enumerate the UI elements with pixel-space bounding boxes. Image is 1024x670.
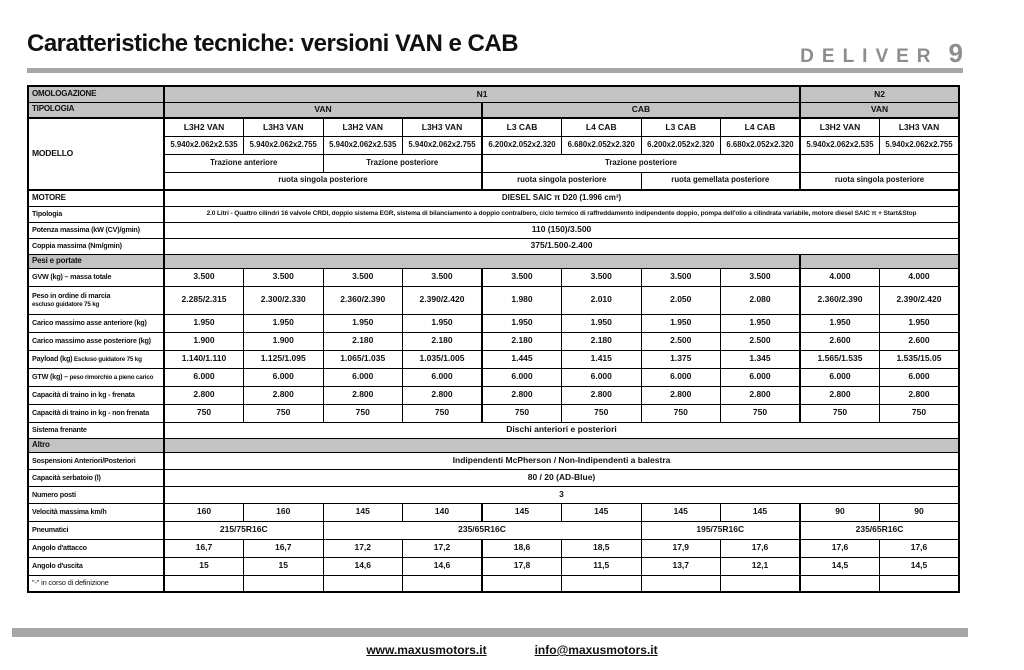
spec-cell: L3H3 VAN bbox=[880, 118, 960, 136]
spec-cell: 1.950 bbox=[164, 314, 244, 332]
logo-nine-text: 9 bbox=[948, 38, 963, 68]
spec-cell: ruota singola posteriore bbox=[482, 172, 641, 190]
spec-row bbox=[28, 102, 959, 118]
spec-row bbox=[28, 136, 959, 154]
spec-row bbox=[28, 118, 959, 136]
spec-cell: 1.900 bbox=[164, 332, 244, 350]
spec-cell: 1.535/15.05 bbox=[880, 350, 960, 368]
spec-cell: 17,2 bbox=[403, 539, 483, 557]
spec-row bbox=[28, 154, 959, 172]
spec-cell: 140 bbox=[403, 503, 483, 521]
spec-cell: VAN bbox=[800, 102, 959, 118]
row-label: MODELLO bbox=[28, 118, 164, 190]
spec-cell: L3 CAB bbox=[641, 118, 721, 136]
spec-cell: 2.390/2.420 bbox=[403, 286, 483, 314]
spec-cell: 160 bbox=[244, 503, 324, 521]
spec-row bbox=[28, 350, 959, 368]
spec-cell: 1.565/1.535 bbox=[800, 350, 880, 368]
website-link[interactable]: www.maxusmotors.it bbox=[366, 643, 487, 657]
spec-cell: N1 bbox=[164, 86, 800, 102]
spec-cell: 145 bbox=[641, 503, 721, 521]
spec-cell: 750 bbox=[403, 404, 483, 422]
spec-cell: 6.000 bbox=[482, 368, 562, 386]
spec-cell: 6.680x2.052x2.320 bbox=[721, 136, 801, 154]
spec-cell: Trazione posteriore bbox=[323, 154, 482, 172]
spec-cell: 750 bbox=[721, 404, 801, 422]
row-label: Carico massimo asse posteriore (kg) bbox=[28, 332, 164, 350]
spec-cell: 235/65R16C bbox=[323, 521, 641, 539]
page-title: Caratteristiche tecniche: versioni VAN e CAB bbox=[27, 30, 519, 57]
row-label: Altro bbox=[28, 438, 164, 452]
spec-cell: 2.180 bbox=[403, 332, 483, 350]
spec-cell: 11,5 bbox=[562, 557, 642, 575]
spec-cell: L3 CAB bbox=[482, 118, 562, 136]
spec-row bbox=[28, 503, 959, 521]
spec-cell: 2.360/2.390 bbox=[323, 286, 403, 314]
spec-row bbox=[28, 286, 959, 314]
spec-cell: L4 CAB bbox=[721, 118, 801, 136]
spec-cell bbox=[323, 575, 403, 592]
spec-cell: 2.800 bbox=[164, 386, 244, 404]
spec-cell: 6.000 bbox=[244, 368, 324, 386]
row-label: Tipologia bbox=[28, 206, 164, 222]
spec-cell: 215/75R16C bbox=[164, 521, 323, 539]
spec-cell: 2.390/2.420 bbox=[880, 286, 960, 314]
spec-cell: 16,7 bbox=[164, 539, 244, 557]
spec-cell: 16,7 bbox=[244, 539, 324, 557]
spec-cell: 6.680x2.052x2.320 bbox=[562, 136, 642, 154]
spec-cell: 2.800 bbox=[482, 386, 562, 404]
spec-cell: 5.940x2.062x2.535 bbox=[323, 136, 403, 154]
spec-cell: 2.500 bbox=[721, 332, 801, 350]
spec-cell: 750 bbox=[323, 404, 403, 422]
spec-cell: L3H3 VAN bbox=[403, 118, 483, 136]
spec-cell: 6.000 bbox=[721, 368, 801, 386]
spec-cell: 17,9 bbox=[641, 539, 721, 557]
spec-cell: 18,5 bbox=[562, 539, 642, 557]
spec-cell bbox=[562, 575, 642, 592]
spec-cell: 17,6 bbox=[880, 539, 960, 557]
spec-cell: 145 bbox=[721, 503, 801, 521]
spec-cell: 80 / 20 (AD-Blue) bbox=[164, 469, 959, 486]
spec-cell: 3.500 bbox=[244, 268, 324, 286]
row-label: Sospensioni Anteriori/Posteriori bbox=[28, 452, 164, 469]
spec-cell: 6.000 bbox=[562, 368, 642, 386]
spec-cell: 1.950 bbox=[880, 314, 960, 332]
row-label: Angolo d'attacco bbox=[28, 539, 164, 557]
spec-cell: 17,6 bbox=[800, 539, 880, 557]
spec-cell: ruota singola posteriore bbox=[164, 172, 482, 190]
spec-cell: 750 bbox=[482, 404, 562, 422]
spec-row bbox=[28, 332, 959, 350]
row-label: Velocità massima km/h bbox=[28, 503, 164, 521]
spec-cell: 6.000 bbox=[323, 368, 403, 386]
spec-row bbox=[28, 172, 959, 190]
spec-cell: 750 bbox=[164, 404, 244, 422]
spec-row bbox=[28, 438, 959, 452]
spec-cell bbox=[164, 254, 800, 268]
spec-cell: 750 bbox=[880, 404, 960, 422]
spec-row bbox=[28, 404, 959, 422]
spec-cell: 1.375 bbox=[641, 350, 721, 368]
spec-row bbox=[28, 486, 959, 503]
spec-cell: 2.600 bbox=[800, 332, 880, 350]
spec-cell bbox=[164, 575, 244, 592]
spec-row bbox=[28, 238, 959, 254]
row-label: Coppia massima (Nm/gmin) bbox=[28, 238, 164, 254]
spec-cell: 1.415 bbox=[562, 350, 642, 368]
spec-row bbox=[28, 222, 959, 238]
spec-cell: 2.800 bbox=[244, 386, 324, 404]
spec-cell: 2.500 bbox=[641, 332, 721, 350]
spec-cell bbox=[800, 254, 959, 268]
spec-cell bbox=[482, 575, 562, 592]
spec-cell: 1.950 bbox=[403, 314, 483, 332]
bottom-divider bbox=[12, 628, 968, 637]
spec-cell: 1.950 bbox=[482, 314, 562, 332]
spec-cell bbox=[641, 575, 721, 592]
row-label: "-" in corso di definizione bbox=[28, 575, 164, 592]
row-label: Sistema frenante bbox=[28, 422, 164, 438]
spec-cell: Trazione anteriore bbox=[164, 154, 323, 172]
spec-cell: 2.800 bbox=[562, 386, 642, 404]
spec-row bbox=[28, 254, 959, 268]
spec-cell: L4 CAB bbox=[562, 118, 642, 136]
spec-cell: 1.900 bbox=[244, 332, 324, 350]
spec-cell: 2.800 bbox=[641, 386, 721, 404]
spec-cell: L3H2 VAN bbox=[800, 118, 880, 136]
row-label: MOTORE bbox=[28, 190, 164, 206]
spec-cell: Trazione posteriore bbox=[482, 154, 800, 172]
row-label: OMOLOGAZIONE bbox=[28, 86, 164, 102]
spec-cell: 2.180 bbox=[323, 332, 403, 350]
spec-cell: 2.285/2.315 bbox=[164, 286, 244, 314]
spec-row bbox=[28, 314, 959, 332]
row-label: Carico massimo asse anteriore (kg) bbox=[28, 314, 164, 332]
spec-cell: 750 bbox=[562, 404, 642, 422]
row-label: Pneumatici bbox=[28, 521, 164, 539]
row-label: Numero posti bbox=[28, 486, 164, 503]
spec-cell: 17,8 bbox=[482, 557, 562, 575]
spec-row bbox=[28, 190, 959, 206]
spec-cell: 1.950 bbox=[800, 314, 880, 332]
spec-cell: N2 bbox=[800, 86, 959, 102]
spec-cell: DIESEL SAIC π D20 (1.996 cm³) bbox=[164, 190, 959, 206]
spec-cell: 1.950 bbox=[562, 314, 642, 332]
title-divider bbox=[27, 68, 963, 73]
spec-cell: CAB bbox=[482, 102, 800, 118]
spec-cell: 1.345 bbox=[721, 350, 801, 368]
spec-cell: 1.065/1.035 bbox=[323, 350, 403, 368]
spec-cell: 2.800 bbox=[323, 386, 403, 404]
spec-cell: Indipendenti McPherson / Non-Indipendenti a balestra bbox=[164, 452, 959, 469]
spec-cell: 145 bbox=[562, 503, 642, 521]
spec-cell: 14,6 bbox=[323, 557, 403, 575]
spec-cell: ruota singola posteriore bbox=[800, 172, 959, 190]
spec-cell: L3H2 VAN bbox=[323, 118, 403, 136]
deliver9-logo bbox=[800, 38, 963, 69]
spec-cell: 2.180 bbox=[482, 332, 562, 350]
spec-cell: 375/1.500-2.400 bbox=[164, 238, 959, 254]
row-label: Payload (kg) Escluso guidatore 75 kg bbox=[28, 350, 164, 368]
spec-cell: 2.0 Litri - Quattro cilindri 16 valvole CRDI, doppio sistema EGR, sistema di bilanciamento a doppio contralbero, ciclo termico di raffreddamento indipendente doppio, pompa dell'olio a cilindrata variabile, motore diesel SAIC π + Start&Stop bbox=[164, 206, 959, 222]
spec-table bbox=[27, 85, 960, 593]
spec-cell: 5.940x2.062x2.755 bbox=[244, 136, 324, 154]
spec-cell: 5.940x2.062x2.535 bbox=[164, 136, 244, 154]
spec-cell: 2.080 bbox=[721, 286, 801, 314]
spec-cell: 2.360/2.390 bbox=[800, 286, 880, 314]
spec-cell: 110 (150)/3.500 bbox=[164, 222, 959, 238]
row-label: Pesi e portate bbox=[28, 254, 164, 268]
spec-cell bbox=[403, 575, 483, 592]
row-label: GVW (kg) – massa totale bbox=[28, 268, 164, 286]
spec-table-body bbox=[28, 86, 959, 592]
spec-cell: 5.940x2.062x2.755 bbox=[403, 136, 483, 154]
spec-cell: 1.950 bbox=[721, 314, 801, 332]
logo-deliver-text: DELIVER bbox=[800, 46, 939, 67]
row-label: Peso in ordine di marcia escluso guidatore 75 kg bbox=[28, 286, 164, 314]
spec-cell: 1.125/1.095 bbox=[244, 350, 324, 368]
spec-cell: 2.300/2.330 bbox=[244, 286, 324, 314]
spec-cell: 3.500 bbox=[641, 268, 721, 286]
spec-cell bbox=[800, 154, 959, 172]
spec-cell: 145 bbox=[482, 503, 562, 521]
spec-cell: L3H2 VAN bbox=[164, 118, 244, 136]
spec-row bbox=[28, 575, 959, 592]
spec-cell: 6.000 bbox=[164, 368, 244, 386]
spec-cell: 4.000 bbox=[800, 268, 880, 286]
spec-cell: VAN bbox=[164, 102, 482, 118]
spec-cell: ruota gemellata posteriore bbox=[641, 172, 800, 190]
spec-cell: 1.980 bbox=[482, 286, 562, 314]
spec-cell: 1.445 bbox=[482, 350, 562, 368]
spec-cell: 2.800 bbox=[800, 386, 880, 404]
spec-row bbox=[28, 557, 959, 575]
spec-row bbox=[28, 539, 959, 557]
spec-cell: 195/75R16C bbox=[641, 521, 800, 539]
spec-cell: 18,6 bbox=[482, 539, 562, 557]
spec-cell: 3.500 bbox=[482, 268, 562, 286]
spec-cell: 5.940x2.062x2.755 bbox=[880, 136, 960, 154]
row-label: Capacità serbatoio (l) bbox=[28, 469, 164, 486]
spec-row bbox=[28, 521, 959, 539]
spec-cell: 235/65R16C bbox=[800, 521, 959, 539]
spec-cell: 1.035/1.005 bbox=[403, 350, 483, 368]
spec-cell bbox=[244, 575, 324, 592]
spec-cell: 3.500 bbox=[403, 268, 483, 286]
spec-cell: 1.950 bbox=[641, 314, 721, 332]
spec-row bbox=[28, 452, 959, 469]
spec-cell: 17,6 bbox=[721, 539, 801, 557]
spec-cell: 3 bbox=[164, 486, 959, 503]
spec-cell: 1.950 bbox=[323, 314, 403, 332]
spec-cell bbox=[880, 575, 960, 592]
spec-cell: Dischi anteriori e posteriori bbox=[164, 422, 959, 438]
spec-cell: 6.000 bbox=[641, 368, 721, 386]
spec-cell: 14,6 bbox=[403, 557, 483, 575]
footer bbox=[0, 643, 1024, 657]
spec-cell: 5.940x2.062x2.535 bbox=[800, 136, 880, 154]
spec-cell: 13,7 bbox=[641, 557, 721, 575]
spec-row bbox=[28, 206, 959, 222]
spec-cell: 750 bbox=[244, 404, 324, 422]
spec-cell: 6.000 bbox=[800, 368, 880, 386]
spec-row bbox=[28, 268, 959, 286]
spec-cell: 1.140/1.110 bbox=[164, 350, 244, 368]
spec-row bbox=[28, 368, 959, 386]
spec-row bbox=[28, 86, 959, 102]
spec-cell: 3.500 bbox=[323, 268, 403, 286]
row-label: Potenza massima (kW (CV)/gmin) bbox=[28, 222, 164, 238]
spec-cell: L3H3 VAN bbox=[244, 118, 324, 136]
spec-cell: 1.950 bbox=[244, 314, 324, 332]
row-label: TIPOLOGIA bbox=[28, 102, 164, 118]
spec-cell: 15 bbox=[164, 557, 244, 575]
spec-cell: 6.000 bbox=[403, 368, 483, 386]
spec-cell: 90 bbox=[800, 503, 880, 521]
spec-cell: 6.000 bbox=[880, 368, 960, 386]
spec-cell bbox=[721, 575, 801, 592]
spec-cell bbox=[800, 575, 880, 592]
spec-cell: 2.800 bbox=[721, 386, 801, 404]
spec-cell: 6.200x2.052x2.320 bbox=[641, 136, 721, 154]
spec-cell: 750 bbox=[800, 404, 880, 422]
spec-cell: 160 bbox=[164, 503, 244, 521]
spec-cell: 3.500 bbox=[562, 268, 642, 286]
spec-row bbox=[28, 422, 959, 438]
spec-cell: 3.500 bbox=[164, 268, 244, 286]
row-label: Capacità di traino in kg - non frenata bbox=[28, 404, 164, 422]
spec-cell: 14,5 bbox=[880, 557, 960, 575]
spec-cell: 6.200x2.052x2.320 bbox=[482, 136, 562, 154]
spec-cell: 14,5 bbox=[800, 557, 880, 575]
row-label: Angolo d'uscita bbox=[28, 557, 164, 575]
email-link[interactable]: info@maxusmotors.it bbox=[534, 643, 658, 657]
spec-cell bbox=[164, 438, 959, 452]
spec-cell: 2.600 bbox=[880, 332, 960, 350]
row-label: GTW (kg) – peso rimorchio a pieno carico bbox=[28, 368, 164, 386]
spec-row bbox=[28, 386, 959, 404]
spec-cell: 2.800 bbox=[880, 386, 960, 404]
spec-cell: 17,2 bbox=[323, 539, 403, 557]
spec-cell: 2.800 bbox=[403, 386, 483, 404]
row-label: Capacità di traino in kg - frenata bbox=[28, 386, 164, 404]
spec-cell: 3.500 bbox=[721, 268, 801, 286]
spec-cell: 145 bbox=[323, 503, 403, 521]
spec-cell: 90 bbox=[880, 503, 960, 521]
spec-cell: 12,1 bbox=[721, 557, 801, 575]
spec-cell: 2.010 bbox=[562, 286, 642, 314]
spec-cell: 4.000 bbox=[880, 268, 960, 286]
spec-cell: 2.180 bbox=[562, 332, 642, 350]
spec-row bbox=[28, 469, 959, 486]
spec-cell: 15 bbox=[244, 557, 324, 575]
spec-cell: 2.050 bbox=[641, 286, 721, 314]
spec-cell: 750 bbox=[641, 404, 721, 422]
